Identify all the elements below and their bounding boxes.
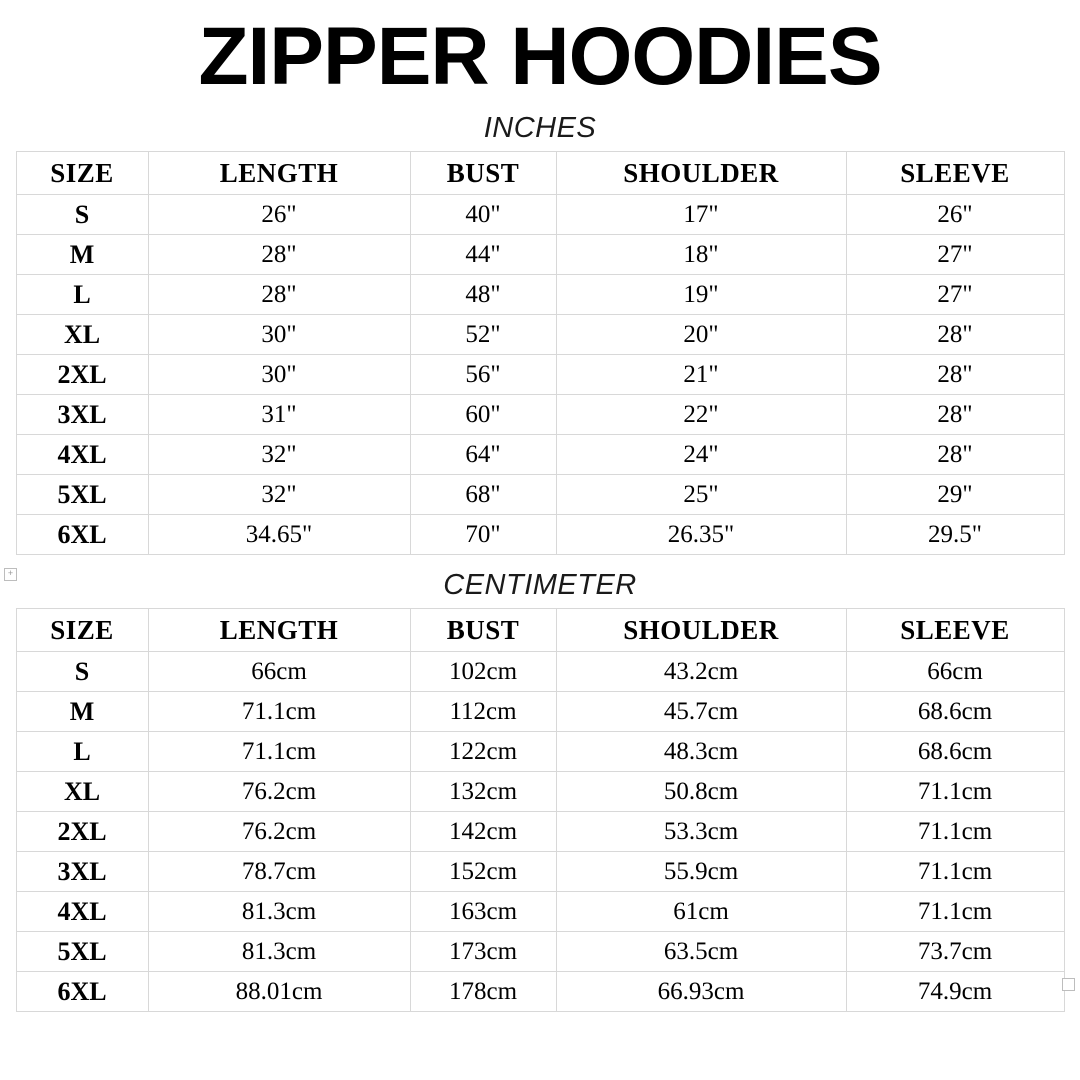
cell-size: L [16, 275, 148, 315]
table-row [16, 652, 1064, 692]
cell-sleeve: 29.5" [846, 515, 1064, 555]
cell-shoulder: 17" [556, 195, 846, 235]
cell-sleeve: 27" [846, 235, 1064, 275]
page-title: ZIPPER HOODIES [198, 11, 882, 102]
crop-marker-bottom-right-icon [1062, 978, 1075, 991]
column-header-shoulder: SHOULDER [556, 609, 846, 652]
cell-length: 28" [148, 235, 410, 275]
cell-length: 71.1cm [148, 732, 410, 772]
cell-size: XL [16, 315, 148, 355]
cell-bust: 40" [410, 195, 556, 235]
cell-length: 81.3cm [148, 932, 410, 972]
cell-size: M [16, 692, 148, 732]
cell-sleeve: 71.1cm [846, 852, 1064, 892]
table-row [16, 932, 1064, 972]
cell-length: 71.1cm [148, 692, 410, 732]
cell-shoulder: 19" [556, 275, 846, 315]
table-row [16, 772, 1064, 812]
cell-bust: 102cm [410, 652, 556, 692]
cell-bust: 44" [410, 235, 556, 275]
cell-sleeve: 68.6cm [846, 692, 1064, 732]
cell-shoulder: 45.7cm [556, 692, 846, 732]
cell-size: 3XL [16, 852, 148, 892]
cell-length: 30" [148, 315, 410, 355]
inches-section [0, 112, 1080, 555]
table-row [16, 732, 1064, 772]
cell-shoulder: 61cm [556, 892, 846, 932]
cell-sleeve: 28" [846, 395, 1064, 435]
column-header-shoulder: SHOULDER [556, 152, 846, 195]
cell-sleeve: 74.9cm [846, 972, 1064, 1012]
cell-bust: 68" [410, 475, 556, 515]
cell-sleeve: 26" [846, 195, 1064, 235]
cell-length: 76.2cm [148, 812, 410, 852]
cell-bust: 48" [410, 275, 556, 315]
cell-bust: 122cm [410, 732, 556, 772]
cell-size: L [16, 732, 148, 772]
cell-length: 78.7cm [148, 852, 410, 892]
cell-shoulder: 50.8cm [556, 772, 846, 812]
cell-shoulder: 21" [556, 355, 846, 395]
table-row [16, 235, 1064, 275]
column-header-length: LENGTH [148, 609, 410, 652]
cell-shoulder: 48.3cm [556, 732, 846, 772]
cell-bust: 142cm [410, 812, 556, 852]
cell-shoulder: 20" [556, 315, 846, 355]
cell-shoulder: 24" [556, 435, 846, 475]
cell-sleeve: 73.7cm [846, 932, 1064, 972]
cell-sleeve: 29" [846, 475, 1064, 515]
cell-size: 6XL [16, 515, 148, 555]
table-row [16, 892, 1064, 932]
column-header-bust: BUST [410, 152, 556, 195]
cell-sleeve: 66cm [846, 652, 1064, 692]
cell-size: 3XL [16, 395, 148, 435]
cell-size: 5XL [16, 932, 148, 972]
cell-sleeve: 28" [846, 315, 1064, 355]
centimeter-size-table [16, 608, 1065, 1012]
cell-size: XL [16, 772, 148, 812]
column-header-length: LENGTH [148, 152, 410, 195]
cell-shoulder: 25" [556, 475, 846, 515]
column-header-size: SIZE [16, 609, 148, 652]
cell-sleeve: 28" [846, 435, 1064, 475]
cell-shoulder: 66.93cm [556, 972, 846, 1012]
cell-shoulder: 55.9cm [556, 852, 846, 892]
column-header-sleeve: SLEEVE [846, 609, 1064, 652]
cell-length: 34.65" [148, 515, 410, 555]
crop-marker-top-left-icon: + [4, 568, 17, 581]
cell-bust: 178cm [410, 972, 556, 1012]
cell-bust: 112cm [410, 692, 556, 732]
cell-shoulder: 22" [556, 395, 846, 435]
cell-shoulder: 53.3cm [556, 812, 846, 852]
cell-length: 32" [148, 435, 410, 475]
cell-bust: 152cm [410, 852, 556, 892]
table-row [16, 812, 1064, 852]
column-header-size: SIZE [16, 152, 148, 195]
table-header-row [16, 609, 1064, 652]
table-row [16, 355, 1064, 395]
cell-sleeve: 71.1cm [846, 892, 1064, 932]
table-row [16, 395, 1064, 435]
cell-bust: 64" [410, 435, 556, 475]
cell-length: 88.01cm [148, 972, 410, 1012]
cell-sleeve: 68.6cm [846, 732, 1064, 772]
cell-length: 81.3cm [148, 892, 410, 932]
cell-length: 26" [148, 195, 410, 235]
cell-size: 4XL [16, 892, 148, 932]
cell-bust: 163cm [410, 892, 556, 932]
cell-length: 76.2cm [148, 772, 410, 812]
cell-sleeve: 71.1cm [846, 812, 1064, 852]
inches-unit-label: INCHES [483, 112, 597, 144]
table-row [16, 475, 1064, 515]
cell-size: 6XL [16, 972, 148, 1012]
cell-length: 31" [148, 395, 410, 435]
cell-size: 2XL [16, 812, 148, 852]
centimeter-unit-label: CENTIMETER [443, 569, 637, 601]
table-row [16, 852, 1064, 892]
cell-size: S [16, 652, 148, 692]
cell-bust: 173cm [410, 932, 556, 972]
cell-shoulder: 26.35" [556, 515, 846, 555]
cell-size: S [16, 195, 148, 235]
cell-bust: 60" [410, 395, 556, 435]
cell-size: M [16, 235, 148, 275]
table-row [16, 315, 1064, 355]
cell-shoulder: 18" [556, 235, 846, 275]
cell-length: 28" [148, 275, 410, 315]
column-header-sleeve: SLEEVE [846, 152, 1064, 195]
cell-size: 5XL [16, 475, 148, 515]
cell-length: 32" [148, 475, 410, 515]
table-row [16, 275, 1064, 315]
cell-length: 66cm [148, 652, 410, 692]
cell-bust: 132cm [410, 772, 556, 812]
inches-size-table [16, 151, 1065, 555]
cell-sleeve: 28" [846, 355, 1064, 395]
cell-bust: 56" [410, 355, 556, 395]
table-header-row [16, 152, 1064, 195]
cell-bust: 70" [410, 515, 556, 555]
table-row [16, 515, 1064, 555]
cell-shoulder: 63.5cm [556, 932, 846, 972]
table-row [16, 692, 1064, 732]
cell-sleeve: 27" [846, 275, 1064, 315]
cell-shoulder: 43.2cm [556, 652, 846, 692]
cell-bust: 52" [410, 315, 556, 355]
centimeter-section [0, 569, 1080, 1012]
table-row [16, 435, 1064, 475]
cell-size: 2XL [16, 355, 148, 395]
cell-size: 4XL [16, 435, 148, 475]
column-header-bust: BUST [410, 609, 556, 652]
table-row [16, 972, 1064, 1012]
cell-length: 30" [148, 355, 410, 395]
cell-sleeve: 71.1cm [846, 772, 1064, 812]
table-row [16, 195, 1064, 235]
